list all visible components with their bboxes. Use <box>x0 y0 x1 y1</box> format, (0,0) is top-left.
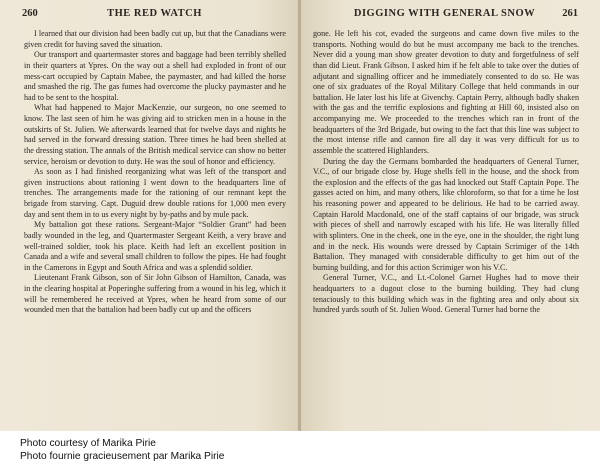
left-page-header <box>22 8 287 22</box>
paragraph: As soon as I had finished reorganizing what was left of the transport and given instructions about rationing I went down to the headquarters line of trenches. The arrangements made for the rationing of our remnant kept the brigade from starving. Capt. Duguid drew double rations for 1,000 men every day and sent them in to us every night by by-paths and by mule pack. <box>24 167 286 219</box>
page-number: 261 <box>562 8 578 19</box>
running-head: THE RED WATCH <box>107 8 202 19</box>
paragraph: What had happened to Major MacKenzie, our surgeon, no one seemed to know. The last seen of him he was giving aid to stricken men in a house in the outskirts of St. Julien. We afterwards learned that for twelve days and nights he had served in the forward dressing station. Three times he had been shelled at the dressing station. The annals of the British medical service can show no better service, heroism or devotion to duty. He was the soul of honor and efficiency. <box>24 103 286 166</box>
right-page-body <box>313 29 579 316</box>
running-head: DIGGING WITH GENERAL SNOW <box>353 8 536 19</box>
right-page-header <box>311 8 578 22</box>
paragraph: I learned that our division had been badly cut up, but that the Canadians were given credit for having saved the situation. <box>24 29 286 49</box>
left-page <box>0 0 299 431</box>
paragraph: Lieutenant Frank Gibson, son of Sir John Gibson of Hamilton, Canada, was in the clearing hospital at Poperinghe suffering from a wound in his leg, which it will be remembered he received at Ypres, when he heard from some of our wounded men that the battalion had been badly cut up and the officers <box>24 273 286 315</box>
left-page-body <box>24 29 286 316</box>
paragraph: During the day the Germans bombarded the headquarters of General Turner, V.C., of our brigade close by. Huge shells fell in the house, and the shock from the explosion and the effects of the gas had knocked out Staff Captain Pope. The gasses acted on him, and many others, like chloroform, so that for a time he lost his reasoning power and appeared to be delirious. He had to be carried away. Captain Harold Macdonald, one of the staff captains of our brigade, was struck with pieces of shell and narrowly escaped with his life. He was literally filled with splinters. One in the cheek, one in the eye, one in the shoulder, the right lung and in the neck. His wounds were dressed by Captain Scrimiger of the 14th Battalion. They managed with considerable difficulty to get him out of the burning building, and for this action Scrimiger won his V.C. <box>313 156 579 272</box>
paragraph: Our transport and quartermaster stores and baggage had been terribly shelled in their quarters at Ypres. On the way out a shell had exploded in front of our mess-cart occupied by Captain Mabee, the paymaster, and had killed the horse and smashed the rig. The gas fumes had overcome the plucky paymaster and he had to be sent to the hospital. <box>24 50 286 102</box>
page-number: 260 <box>22 8 38 19</box>
right-page <box>301 0 600 431</box>
paragraph: General Turner, V.C., and Lt.-Colonel Garnet Hughes had to move their headquarters to a dugout close to the burning building. They had clung tenaciously to this building which was in the fighting area and only about six hundred yards south of St. Julien Wood. General Turner had borne the <box>313 273 579 315</box>
credit-french: Photo fournie gracieusement par Marika Pirie <box>20 451 225 462</box>
paragraph: My battalion got these rations. Sergeant-Major “Soldier Grant” had been badly wounded in the leg, and Quartermaster Sergeant Keith, a very brave and well-trained soldier, took his place. Keith had left an excellent position in Canada and a wife and several small children to follow the pipes. He had fought in the Camerons in Egypt and South Africa and was a splendid soldier. <box>24 220 286 272</box>
photo-credit <box>20 437 224 463</box>
paragraph: gone. He left his cot, evaded the surgeons and came down five miles to the transports. Nothing would do but he must accompany me back to the trenches. Never did a young man show greater devotion to duty and forgetfulness of self than did Lieut. Frank Gibson. I asked him if he felt able to take over the duties of adjutant and signalling officer and he immediately consented to do so. He was one of six graduates of the Royal Military College that held commands in our battalion. He later lost his life at Givenchy. Captain Perry, although badly shaken with the gas and the terrific explosions and fighting at Hill 60, insisted also on accompanying me. We proceeded to the trenches which ran in front of the headquarters of the 3rd Brigade, but owing to the fact that this line was subject to the most intense rifle and cannon fire all day it was very difficult for us to assemble the scattered Highlanders. <box>313 29 579 155</box>
credit-english: Photo courtesy of Marika Pirie <box>20 438 156 449</box>
